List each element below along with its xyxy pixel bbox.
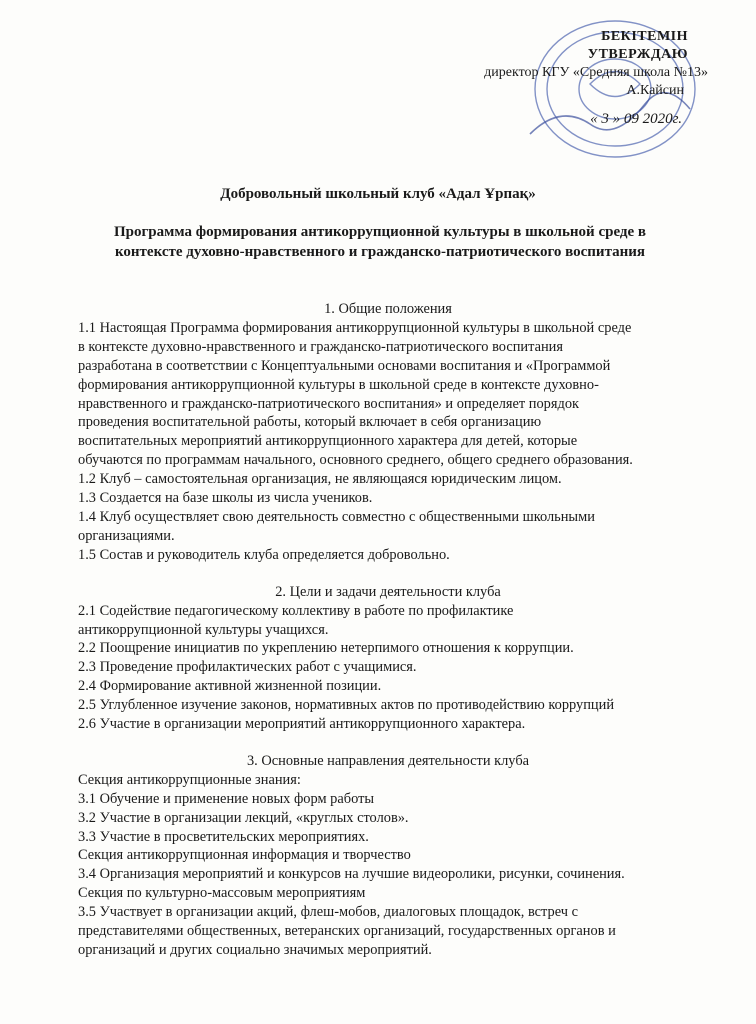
document-title: Добровольный школьный клуб «Адал Ұрпақ» — [220, 186, 536, 202]
text-line: нравственного и гражданско-патриотического воспитания» и определяет порядок — [78, 395, 580, 412]
text-line: представителями общественных, ветеранских организаций, государственных органов и — [78, 923, 616, 940]
section2-lines — [78, 602, 698, 734]
text-line: 3.5 Участвует в организации акций, флеш-мобов, диалоговых площадок, встреч с — [78, 904, 578, 921]
section-heading: 3. Основные направления деятельности клуба — [246, 752, 530, 769]
text-line: 3.3 Участие в просветительских мероприятиях. — [78, 828, 369, 845]
text-line: 1.1 Настоящая Программа формирования антикоррупционной культуры в школьной среде — [78, 319, 632, 336]
document-body — [78, 300, 698, 960]
approval-name: А.Кайсин — [626, 83, 684, 98]
text-line: 3.2 Участие в организации лекций, «круглых столов». — [78, 809, 409, 826]
text-line: 1.3 Создается на базе школы из числа учеников. — [78, 490, 373, 507]
text-line: антикоррупционной культуры учащихся. — [78, 621, 329, 638]
text-line: организациями. — [78, 527, 175, 544]
text-line: обучаются по программам начального, основного среднего, общего среднего образования. — [78, 452, 633, 469]
text-line: Секция антикоррупционная информация и творчество — [78, 847, 411, 864]
section1-lines — [78, 319, 698, 565]
text-line: 3.4 Организация мероприятий и конкурсов на лучшие видеоролики, рисунки, сочинения. — [78, 866, 625, 883]
text-line: 2.5 Углубленное изучение законов, нормативных актов по противодействию коррупций — [78, 697, 615, 714]
text-line: Секция по культурно-массовым мероприятиям — [78, 885, 366, 902]
text-line: разработана в соответствии с Концептуальными основами воспитания и «Программой — [78, 357, 611, 374]
approval-director: директор КГУ «Средняя школа №13» — [484, 65, 708, 80]
text-line: формирования антикоррупционной культуры в школьной среде в контексте духовно- — [78, 376, 599, 393]
text-line: 2.3 Проведение профилактических работ с учащимися. — [78, 659, 417, 676]
section-heading: 2. Цели и задачи деятельности клуба — [275, 583, 501, 600]
approval-ru: УТВЕРЖДАЮ — [587, 47, 688, 62]
text-line: 3.1 Обучение и применение новых форм работы — [78, 790, 375, 807]
text-line: 2.6 Участие в организации мероприятий антикоррупционного характера. — [78, 716, 526, 733]
section3-lines — [78, 771, 698, 960]
approval-kz: БЕКІТЕМІН — [601, 29, 688, 44]
text-line: 1.4 Клуб осуществляет свою деятельность совместно с общественными школьными — [78, 508, 595, 525]
approval-date: « 3 » 09 2020г. — [590, 111, 682, 127]
text-line: 1.2 Клуб – самостоятельная организация, не являющаяся юридическим лицом. — [78, 471, 562, 488]
text-line: 2.1 Содействие педагогическому коллективу в работе по профилактике — [78, 602, 514, 619]
text-line: 1.5 Состав и руководитель клуба определяется добровольно. — [78, 546, 450, 563]
approval-block — [484, 28, 708, 128]
text-line: воспитательных мероприятий антикоррупционного характера для детей, которые — [78, 433, 578, 450]
text-line: 2.4 Формирование активной жизненной позиции. — [78, 678, 382, 695]
document-subtitle: Программа формирования антикоррупционной культуры в школьной среде в контексте духовно-нравственного и гражданско-патриотического воспитания — [113, 224, 647, 260]
text-line: Секция антикоррупционные знания: — [78, 771, 301, 788]
text-line: организаций и других социально значимых мероприятий. — [78, 942, 432, 958]
text-line: в контексте духовно-нравственного и гражданско-патриотического воспитания — [78, 338, 563, 355]
section-heading: 1. Общие положения — [324, 301, 452, 317]
text-line: проведения воспитательной работы, который включает в себя организацию — [78, 414, 542, 431]
text-line: 2.2 Поощрение инициатив по укреплению нетерпимого отношения к коррупции. — [78, 640, 574, 657]
